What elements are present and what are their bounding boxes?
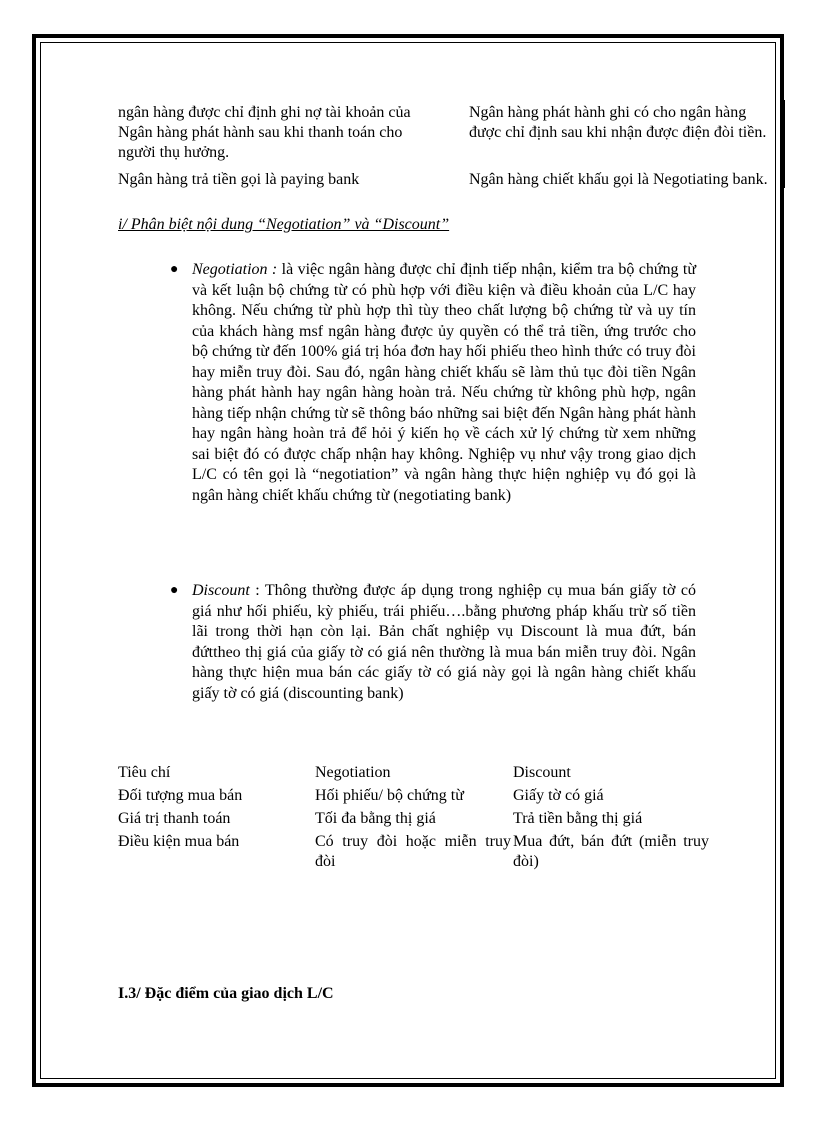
bullet-icon: ● [170,262,179,277]
table-cell: Điều kiện mua bán [118,833,240,850]
table-cell: Đối tượng mua bán [118,787,243,804]
table-cell: Hối phiếu/ bộ chứng từ [315,787,464,804]
bullet-negotiation [192,260,696,506]
bullet-text: là việc ngân hàng được chỉ định tiếp nhận, kiểm tra bộ chứng từ và kết luận bộ chứng từ có phù hợp với điều kiện và điều khoản của L/C hay không. Nếu chứng từ phù hợp thì tùy theo chất lượng bộ chứng từ và uy tín của khách hàng msf ngân hàng được ủy quyền có thể trả tiền, ứng trước cho bộ chứng từ đến 100% giá trị hóa đơn hay hối phiếu theo hình thức có truy đòi hay miễn truy đòi. Sau đó, ngân hàng chiết khấu sẽ làm thủ tục đòi tiền Ngân hàng phát hành hay ngân hàng hoàn trả. Nếu chứng từ không phù hợp, ngân hàng tiếp nhận chứng từ sẽ thông báo những sai biệt đến Ngân hàng phát hành hay ngân hàng hoàn trả để hỏi ý kiến họ về cách xử lý chứng từ xem những sai biệt đó có được chấp nhận hay không. Nghiệp vụ như vậy trong giao dịch L/C có tên gọi là “negotiation” và ngân hàng thực hiện nghiệp vụ đó gọi là ngân hàng chiết khấu chứng từ (negotiating bank) [192,261,696,504]
bullet-term: Negotiation : [192,261,278,278]
intro-left-line-4: Ngân hàng trả tiền gọi là paying bank [118,171,360,188]
column-edge-line [783,100,785,188]
table-cell: Mua đứt, bán đứt (miễn truy đòi) [513,833,709,870]
table-header-negotiation: Negotiation [315,764,391,781]
bullet-term: Discount [192,582,250,599]
section-title: i/ Phân biệt nội dung “Negotiation” và “Discount” [118,216,450,233]
table-cell: Tối đa bằng thị giá [315,810,436,827]
table-header-discount: Discount [513,764,571,781]
bullet-icon: ● [170,583,179,598]
intro-left-line-1: ngân hàng được chỉ định ghi nợ tài khoản của [118,104,411,121]
intro-right-line-1: Ngân hàng phát hành ghi có cho ngân hàng [469,104,747,121]
intro-left-line-2: Ngân hàng phát hành sau khi thanh toán cho [118,124,403,141]
bullet-text: : Thông thường được áp dụng trong nghiệp cụ mua bán giấy tờ có giá như hối phiếu, kỳ phiếu, trái phiếu….bằng phương pháp khấu trừ số tiền lãi trong thời hạn còn lại. Bản chất nghiệp vụ Discount là mua đứt, bán đứttheo thị giá của giấy tờ có giá nên thường là mua bán miễn truy đòi. Ngân hàng thực hiện mua bán các giấy tờ có giá này gọi là ngân hàng chiết khấu giấy tờ có giá (discounting bank) [192,582,696,702]
table-cell: Giấy tờ có giá [513,787,604,804]
table-cell: Trả tiền bằng thị giá [513,810,643,827]
table-cell: Có truy đòi hoặc miễn truy đòi [315,833,511,870]
page-border-inner [40,42,776,1079]
section-heading: I.3/ Đặc điểm của giao dịch L/C [118,985,334,1002]
intro-right-line-4: Ngân hàng chiết khấu gọi là Negotiating bank. [469,171,768,188]
intro-left-line-3: người thụ hưởng. [118,144,230,161]
bullet-discount [192,581,696,704]
table-header-criteria: Tiêu chí [118,764,171,781]
table-cell: Giá trị thanh toán [118,810,231,827]
intro-right-line-2: được chỉ định sau khi nhận được điện đòi tiền. [469,124,767,141]
